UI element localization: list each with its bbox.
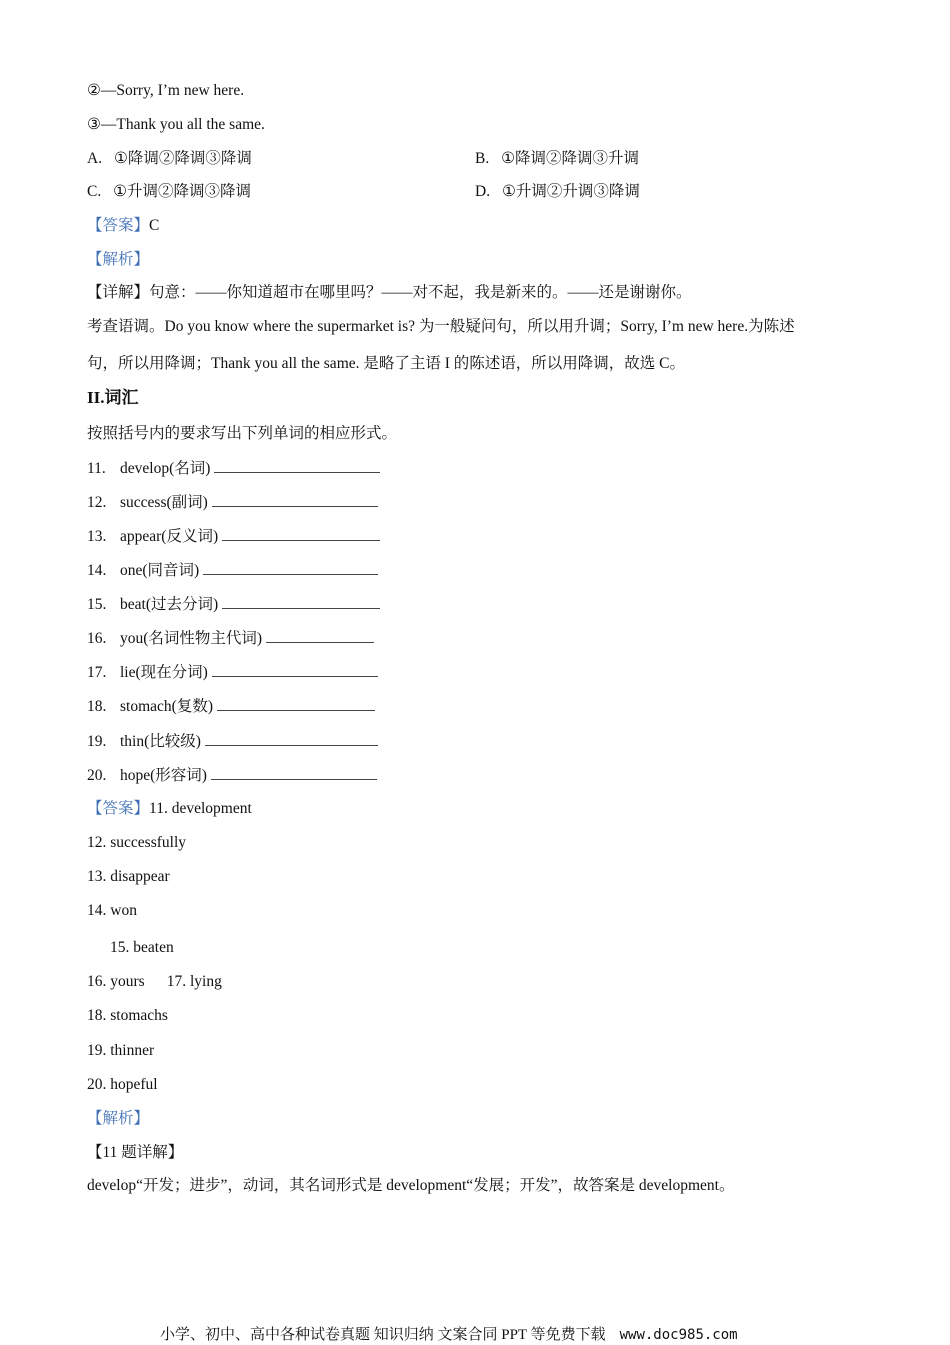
question-number: 19. <box>87 733 107 750</box>
option-c-text: ①升调②降调③降调 <box>113 183 251 200</box>
option-d-letter: D. <box>475 183 491 200</box>
dialogue-line-3: ③—Thank you all the same. <box>87 116 265 133</box>
question-text: stomach(复数) <box>120 698 213 715</box>
explain-line-1: 考查语调。Do you know where the supermarket is? 为一般疑问句，所以用升调；Sorry, I’m new here.为陈述 <box>87 318 795 335</box>
answer-15: 15. beaten <box>110 939 174 956</box>
answer-blank[interactable] <box>212 492 378 507</box>
answer-19: 19. thinner <box>87 1042 155 1059</box>
question-number: 20. <box>87 767 107 784</box>
option-c <box>87 182 251 202</box>
question-text: lie(现在分词) <box>120 664 208 681</box>
dialogue-line-2: ②—Sorry, I’m new here. <box>87 82 245 99</box>
answer-blank[interactable] <box>217 696 375 711</box>
question-number: 13. <box>87 528 107 545</box>
question-15 <box>87 594 380 615</box>
question-text: beat(过去分词) <box>120 596 219 613</box>
answer-tag: 【答案】 <box>87 217 150 234</box>
question-number: 16. <box>87 630 107 647</box>
question-number: 12. <box>87 494 107 511</box>
footer-url[interactable]: www.doc985.com <box>619 1327 738 1343</box>
option-b <box>475 149 639 169</box>
detail-tag: 【详解】 <box>87 284 150 301</box>
question-number: 14. <box>87 562 107 579</box>
question-text: success(副词) <box>120 494 208 511</box>
answer-blank[interactable] <box>211 765 377 780</box>
question-number: 11. <box>87 460 106 477</box>
page-footer <box>160 1325 738 1345</box>
question-17 <box>87 662 378 683</box>
section-title: II.词汇 <box>87 388 139 407</box>
detail-11-title: 【11 题详解】 <box>87 1144 184 1161</box>
answer-12: 12. successfully <box>87 834 187 851</box>
option-b-letter: B. <box>475 150 490 167</box>
answer-tag: 【答案】 <box>87 800 150 817</box>
question-text: thin(比较级) <box>120 733 201 750</box>
analysis-tag-2: 【解析】 <box>87 1110 150 1127</box>
answer-11 <box>87 799 252 819</box>
question-14 <box>87 560 378 581</box>
answer-17: 17. lying <box>166 973 222 990</box>
detail-11-text: develop“开发；进步”，动词，其名词形式是 development“发展；开发”，故答案是 development。 <box>87 1177 735 1194</box>
answer-blank[interactable] <box>212 662 378 677</box>
question-13 <box>87 526 380 547</box>
answer-blank[interactable] <box>266 628 374 643</box>
question-text: appear(反义词) <box>120 528 219 545</box>
question-text: you(名词性物主代词) <box>120 630 263 647</box>
answer-blank[interactable] <box>203 560 378 575</box>
question-11 <box>87 458 380 479</box>
answer-line-1 <box>87 216 159 236</box>
question-text: one(同音词) <box>120 562 200 579</box>
detail-text: 句意：——你知道超市在哪里吗？——对不起，我是新来的。——还是谢谢你。 <box>149 284 692 301</box>
question-number: 15. <box>87 596 107 613</box>
answer-18: 18. stomachs <box>87 1007 168 1024</box>
answer-blank[interactable] <box>214 458 380 473</box>
question-19 <box>87 731 378 752</box>
section-instruction: 按照括号内的要求写出下列单词的相应形式。 <box>87 425 398 442</box>
answer-blank[interactable] <box>205 731 378 746</box>
answer-20: 20. hopeful <box>87 1076 158 1093</box>
footer-text: 小学、初中、高中各种试卷真题 知识归纳 文案合同 PPT 等免费下载 <box>160 1327 606 1343</box>
answer-13: 13. disappear <box>87 868 170 885</box>
question-number: 18. <box>87 698 107 715</box>
question-12 <box>87 492 378 513</box>
answer-blank[interactable] <box>222 526 380 541</box>
option-c-letter: C. <box>87 183 102 200</box>
answer-14: 14. won <box>87 902 137 919</box>
answer-text: 11. development <box>149 800 252 817</box>
explain-line-2: 句，所以用降调；Thank you all the same. 是略了主语 I 的陈述语，所以用降调，故选 C。 <box>87 355 686 372</box>
question-18 <box>87 696 375 717</box>
detail-line-1 <box>87 283 692 303</box>
answer-blank[interactable] <box>222 594 380 609</box>
question-text: develop(名词) <box>120 460 211 477</box>
option-b-text: ①降调②降调③升调 <box>501 150 639 167</box>
option-d <box>475 182 640 202</box>
question-text: hope(形容词) <box>120 767 207 784</box>
analysis-tag-1: 【解析】 <box>87 251 150 268</box>
question-number: 17. <box>87 664 107 681</box>
answer-16-17 <box>87 972 222 992</box>
question-16 <box>87 628 374 649</box>
option-a-text: ①降调②降调③降调 <box>113 150 252 167</box>
option-d-text: ①升调②升调③降调 <box>501 183 640 200</box>
option-a-letter: A. <box>87 150 103 167</box>
answer-16: 16. yours <box>87 973 145 990</box>
question-20 <box>87 765 377 786</box>
option-a <box>87 149 252 169</box>
answer-value: C <box>149 217 160 234</box>
